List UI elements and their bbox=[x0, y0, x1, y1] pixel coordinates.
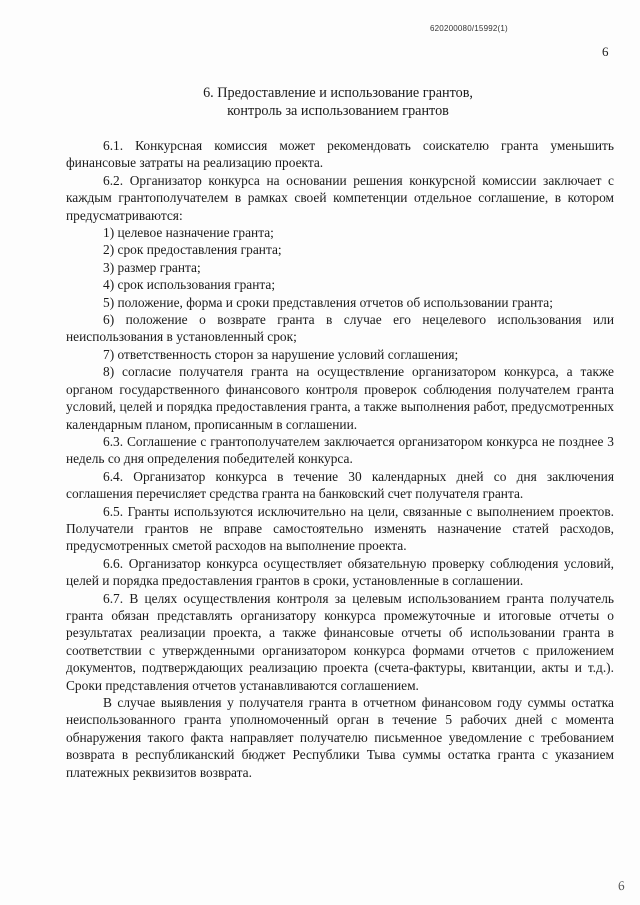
section-title-line-1: 6. Предоставление и использование грантов, bbox=[203, 85, 473, 101]
list-item-3: 3) размер гранта; bbox=[103, 259, 201, 275]
list-item-8: 8) согласие получателя гранта на осуществление организатором конкурса, а также органом государственного финансового контроля проверок соблюдения получателем гранта условий, целей и порядка предоставления гранта, а также выполнения работ, предусмотренных календарным планом, прописанным в соглашении. bbox=[66, 364, 614, 432]
paragraph-6-1: 6.1. Конкурсная комиссия может рекомендовать соискателю гранта уменьшить финансовые затраты на реализацию проекта. bbox=[66, 138, 614, 171]
paragraph-6-7: 6.7. В целях осуществления контроля за целевым использованием гранта получатель гранта обязан представлять организатору конкурса промежуточные и итоговые отчеты о результатах реализации проекта, а также финансовые отчеты об использовании гранта в соответствии с утвержденными организатором конкурса формами отчетов с приложением документов, подтверждающих реализацию проекта (счета-фактуры, квитанции, акты и т.д.). Сроки представления отчетов устанавливаются соглашением. bbox=[66, 590, 614, 693]
paragraph-6-5: 6.5. Гранты используются исключительно на цели, связанные с выполнением проектов. Получатели грантов не вправе самостоятельно изменять назначение статей расходов, предусмотренных сметой расходов на выполнение проекта. bbox=[66, 503, 614, 554]
document-id: 620200080/15992(1) bbox=[430, 24, 508, 33]
paragraph-6-2: 6.2. Организатор конкурса на основании решения конкурсной комиссии заключает с каждым грантополучателем в рамках своей компетенции отдельное соглашение, в котором предусматриваются: bbox=[66, 172, 614, 223]
paragraph-refund-notice: В случае выявления у получателя гранта в отчетном финансовом году суммы остатка неиспользованного гранта уполномоченный орган в течение 5 рабочих дней с момента обнаружения такого факта направляет получателю письменное уведомление с требованием возврата в республиканский бюджет Республики Тыва суммы остатка гранта с указанием платежных реквизитов возврата. bbox=[66, 695, 614, 780]
paragraph-6-6: 6.6. Организатор конкурса осуществляет обязательную проверку соблюдения условий, целей и порядка предоставления грантов в сроки, установленные в соглашении. bbox=[66, 555, 614, 589]
section-title-line-2: контроль за использованием грантов bbox=[227, 103, 449, 119]
list-item-7: 7) ответственность сторон за нарушение условий соглашения; bbox=[103, 346, 459, 362]
list-item-4: 4) срок использования гранта; bbox=[103, 277, 276, 293]
list-item-2: 2) срок предоставления гранта; bbox=[103, 242, 282, 258]
paragraph-6-3: 6.3. Соглашение с грантополучателем заключается организатором конкурса не позднее 3 недель со дня определения победителей конкурса. bbox=[66, 433, 614, 467]
paragraph-6-4: 6.4. Организатор конкурса в течение 30 календарных дней со дня заключения соглашения перечисляет средства гранта на банковский счет получателя гранта. bbox=[66, 468, 614, 502]
handwritten-page-mark: 6 bbox=[616, 877, 626, 894]
document-body bbox=[66, 137, 614, 781]
section-heading bbox=[100, 84, 576, 120]
page-number: 6 bbox=[602, 44, 609, 59]
list-item-6: 6) положение о возврате гранта в случае его нецелевого использования или неиспользования в установленный срок; bbox=[66, 312, 614, 345]
list-item-5: 5) положение, форма и сроки представления отчетов об использовании гранта; bbox=[103, 294, 553, 310]
list-item-1: 1) целевое назначение гранта; bbox=[103, 225, 274, 241]
